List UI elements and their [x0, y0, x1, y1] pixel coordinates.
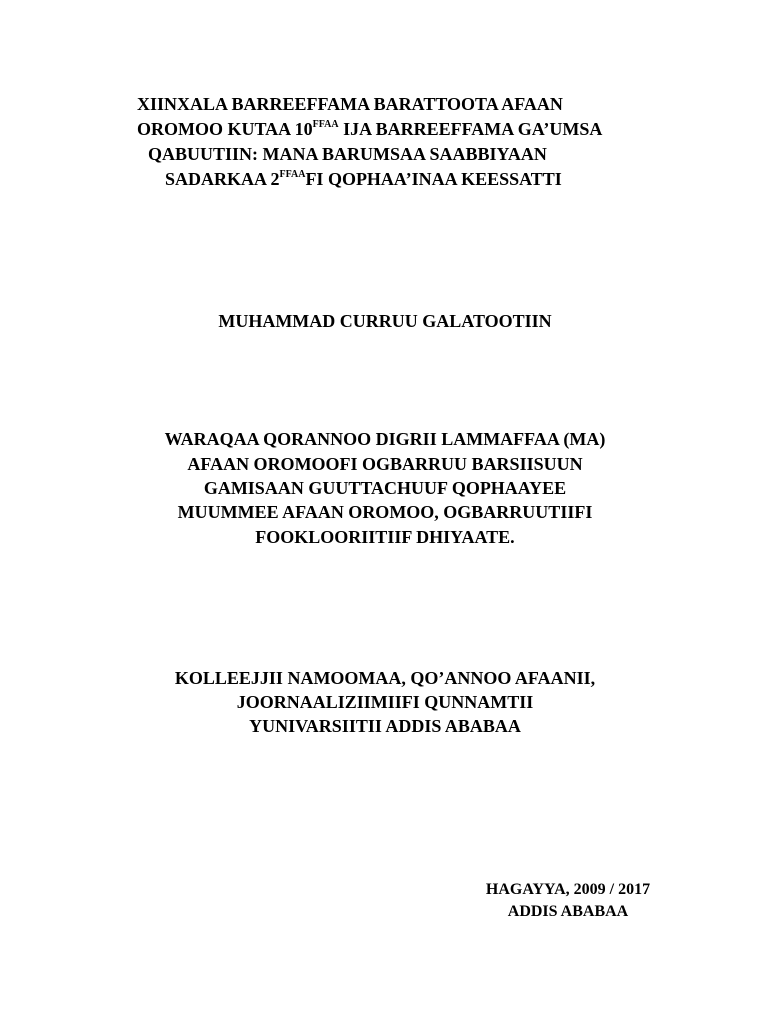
institution-line: JOORNAALIZIIMIIFI QUNNAMTII: [236, 692, 534, 712]
title-line-2-text-b: IJA BARREEFFAMA GA’UMSA: [338, 119, 603, 139]
title-line-2-text-a: OROMOO KUTAA 10: [137, 119, 313, 139]
institution-line: YUNIVARSIITII ADDIS ABABAA: [249, 716, 521, 736]
title-line-4-text-b: FI QOPHAA’INAA KEESSATTI: [305, 169, 562, 189]
thesis-line: WARAQAA QORANNOO DIGRII LAMMAFFAA (MA): [164, 429, 606, 449]
ordinal-superscript: FFAA: [312, 119, 339, 130]
title-line-4: [165, 168, 562, 190]
institution-line: KOLLEEJJII NAMOOMAA, QO’ANNOO AFAANII,: [174, 668, 596, 688]
title-line-3: QABUUTIIN: MANA BARUMSAA SAABBIYAAN: [148, 144, 547, 164]
thesis-line: FOOKLOORIITIIF DHIYAATE.: [255, 527, 515, 547]
author-name: MUHAMMAD CURRUU GALATOOTIIN: [218, 311, 552, 331]
ordinal-superscript: FFAA: [279, 169, 306, 180]
submission-place: ADDIS ABABAA: [507, 903, 629, 920]
title-line-1: XIINXALA BARREEFFAMA BARATTOOTA AFAAN: [137, 94, 563, 114]
thesis-line: GAMISAAN GUUTTACHUUF QOPHAAYEE: [203, 478, 567, 498]
title-line-2: [137, 118, 602, 140]
title-line-4-text-a: SADARKAA 2: [165, 169, 280, 189]
submission-date: HAGAYYA, 2009 / 2017: [485, 881, 651, 898]
thesis-line: AFAAN OROMOOFI OGBARRUU BARSIISUUN: [187, 454, 583, 474]
thesis-line: MUUMMEE AFAAN OROMOO, OGBARRUUTIIFI: [177, 502, 593, 522]
